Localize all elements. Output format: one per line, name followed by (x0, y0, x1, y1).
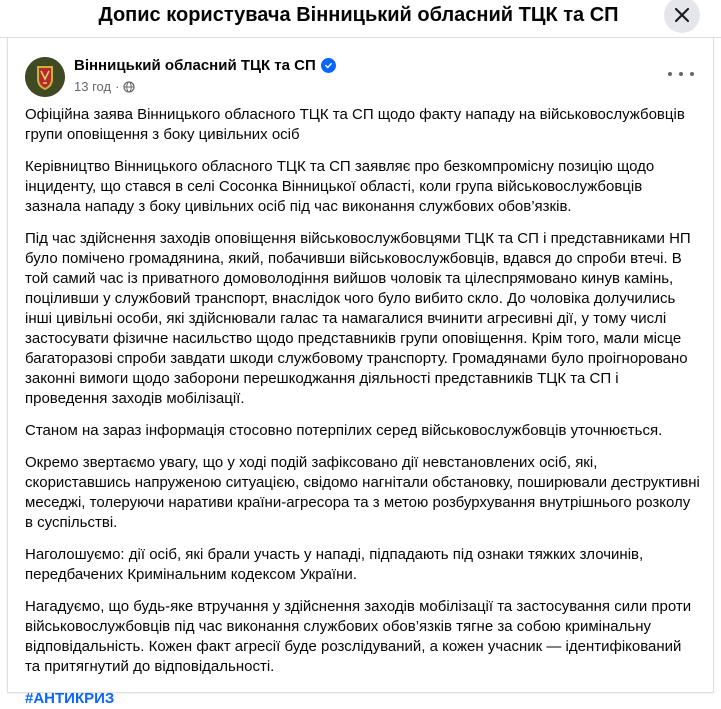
more-options-button[interactable] (668, 64, 694, 84)
post-paragraph: Наголошуємо: дії осіб, які брали участь у нападі, підпадають під ознаки тяжких злочинів, передбачених Кримінальним кодексом України. (25, 546, 644, 583)
meta-separator: · (115, 79, 120, 94)
post-author[interactable] (74, 57, 336, 74)
post-body (25, 105, 700, 709)
post-paragraph: Під час здійснення заходів оповіщення військовослужбовцями ТЦК та СП і представниками НП було помічено громадянина, який, побачивши військовослужбовців, вдався до спроби втечі. В той самий час із приватного домоволодіння вийшов чоловік та цілеспрямовано кинув камінь, поціливши у службовий транспорт, внаслідок чого було вибито скло. До чоловіка долучились інші цивільні особи, які здійснювали галас та намагалися вчинити агресивні дії, у тому числі застосувати фізичне насильство щодо представників групи оповіщення. Крім того, мали місце багаторазові спроби завдати шкоди службовому транспорту. Громадянами було проігноровано законні вимоги щодо заборони перешкоджання діяльності представників ТЦК та СП і проведення заходів мобілізації. (25, 230, 691, 407)
post-meta (74, 79, 135, 94)
post-time[interactable]: 13 год (74, 79, 112, 94)
post-paragraph: Окремо звертаємо увагу, що у ході подій зафіксовано дії невстановлених осіб, які, скориставшись напруженою ситуацією, свідомо нагнітали обстановку, поширювали деструктивні меседжі, толеруючи наративи країни-агресора та з метою розбурхування внутрішнього розколу в суспільстві. (25, 454, 700, 531)
post-paragraph: Керівництво Вінницького обласного ТЦК та СП заявляє про безкомпромісну позицію щодо інциденту, що стався в селі Сосонка Вінницької області, коли група військовослужбовців зазнала нападу з боку цивільних осіб під час виконання службових обов’язків. (25, 158, 655, 215)
post-paragraph-title: Офіційна заява Вінницького обласного ТЦК та СП щодо факту нападу на військовослужбовців групи оповіщення з боку цивільних осіб (25, 106, 685, 143)
military-emblem-icon (25, 57, 65, 97)
avatar[interactable] (25, 57, 65, 97)
dialog-header (0, 0, 721, 31)
author-name[interactable]: Вінницький обласний ТЦК та СП (74, 57, 316, 74)
verified-badge-icon (321, 58, 336, 73)
globe-icon (123, 81, 135, 93)
more-options-icon-dot (690, 72, 694, 76)
more-options-icon (668, 72, 672, 76)
more-options-icon-dot (679, 72, 683, 76)
post-paragraph: Станом на зараз інформація стосовно потерпілих серед військовослужбовців уточнюється. (25, 422, 663, 439)
close-icon (674, 7, 690, 23)
dialog-title: Допис користувача Вінницький обласний ТЦК та СП (98, 4, 619, 26)
hashtag-link[interactable]: #АНТИКРИЗ (25, 690, 115, 707)
post-paragraph: Нагадуємо, що будь-яке втручання у здійснення заходів мобілізації та застосування сили проти військовослужбовців під час виконання службових обов’язків тягне за собою кримінальну відповідальність. Кожен факт агресії буде розслідуваний, а кожен учасник — ідентифікований та притягнутий до відповідальності. (25, 598, 692, 675)
close-button[interactable] (664, 0, 700, 33)
